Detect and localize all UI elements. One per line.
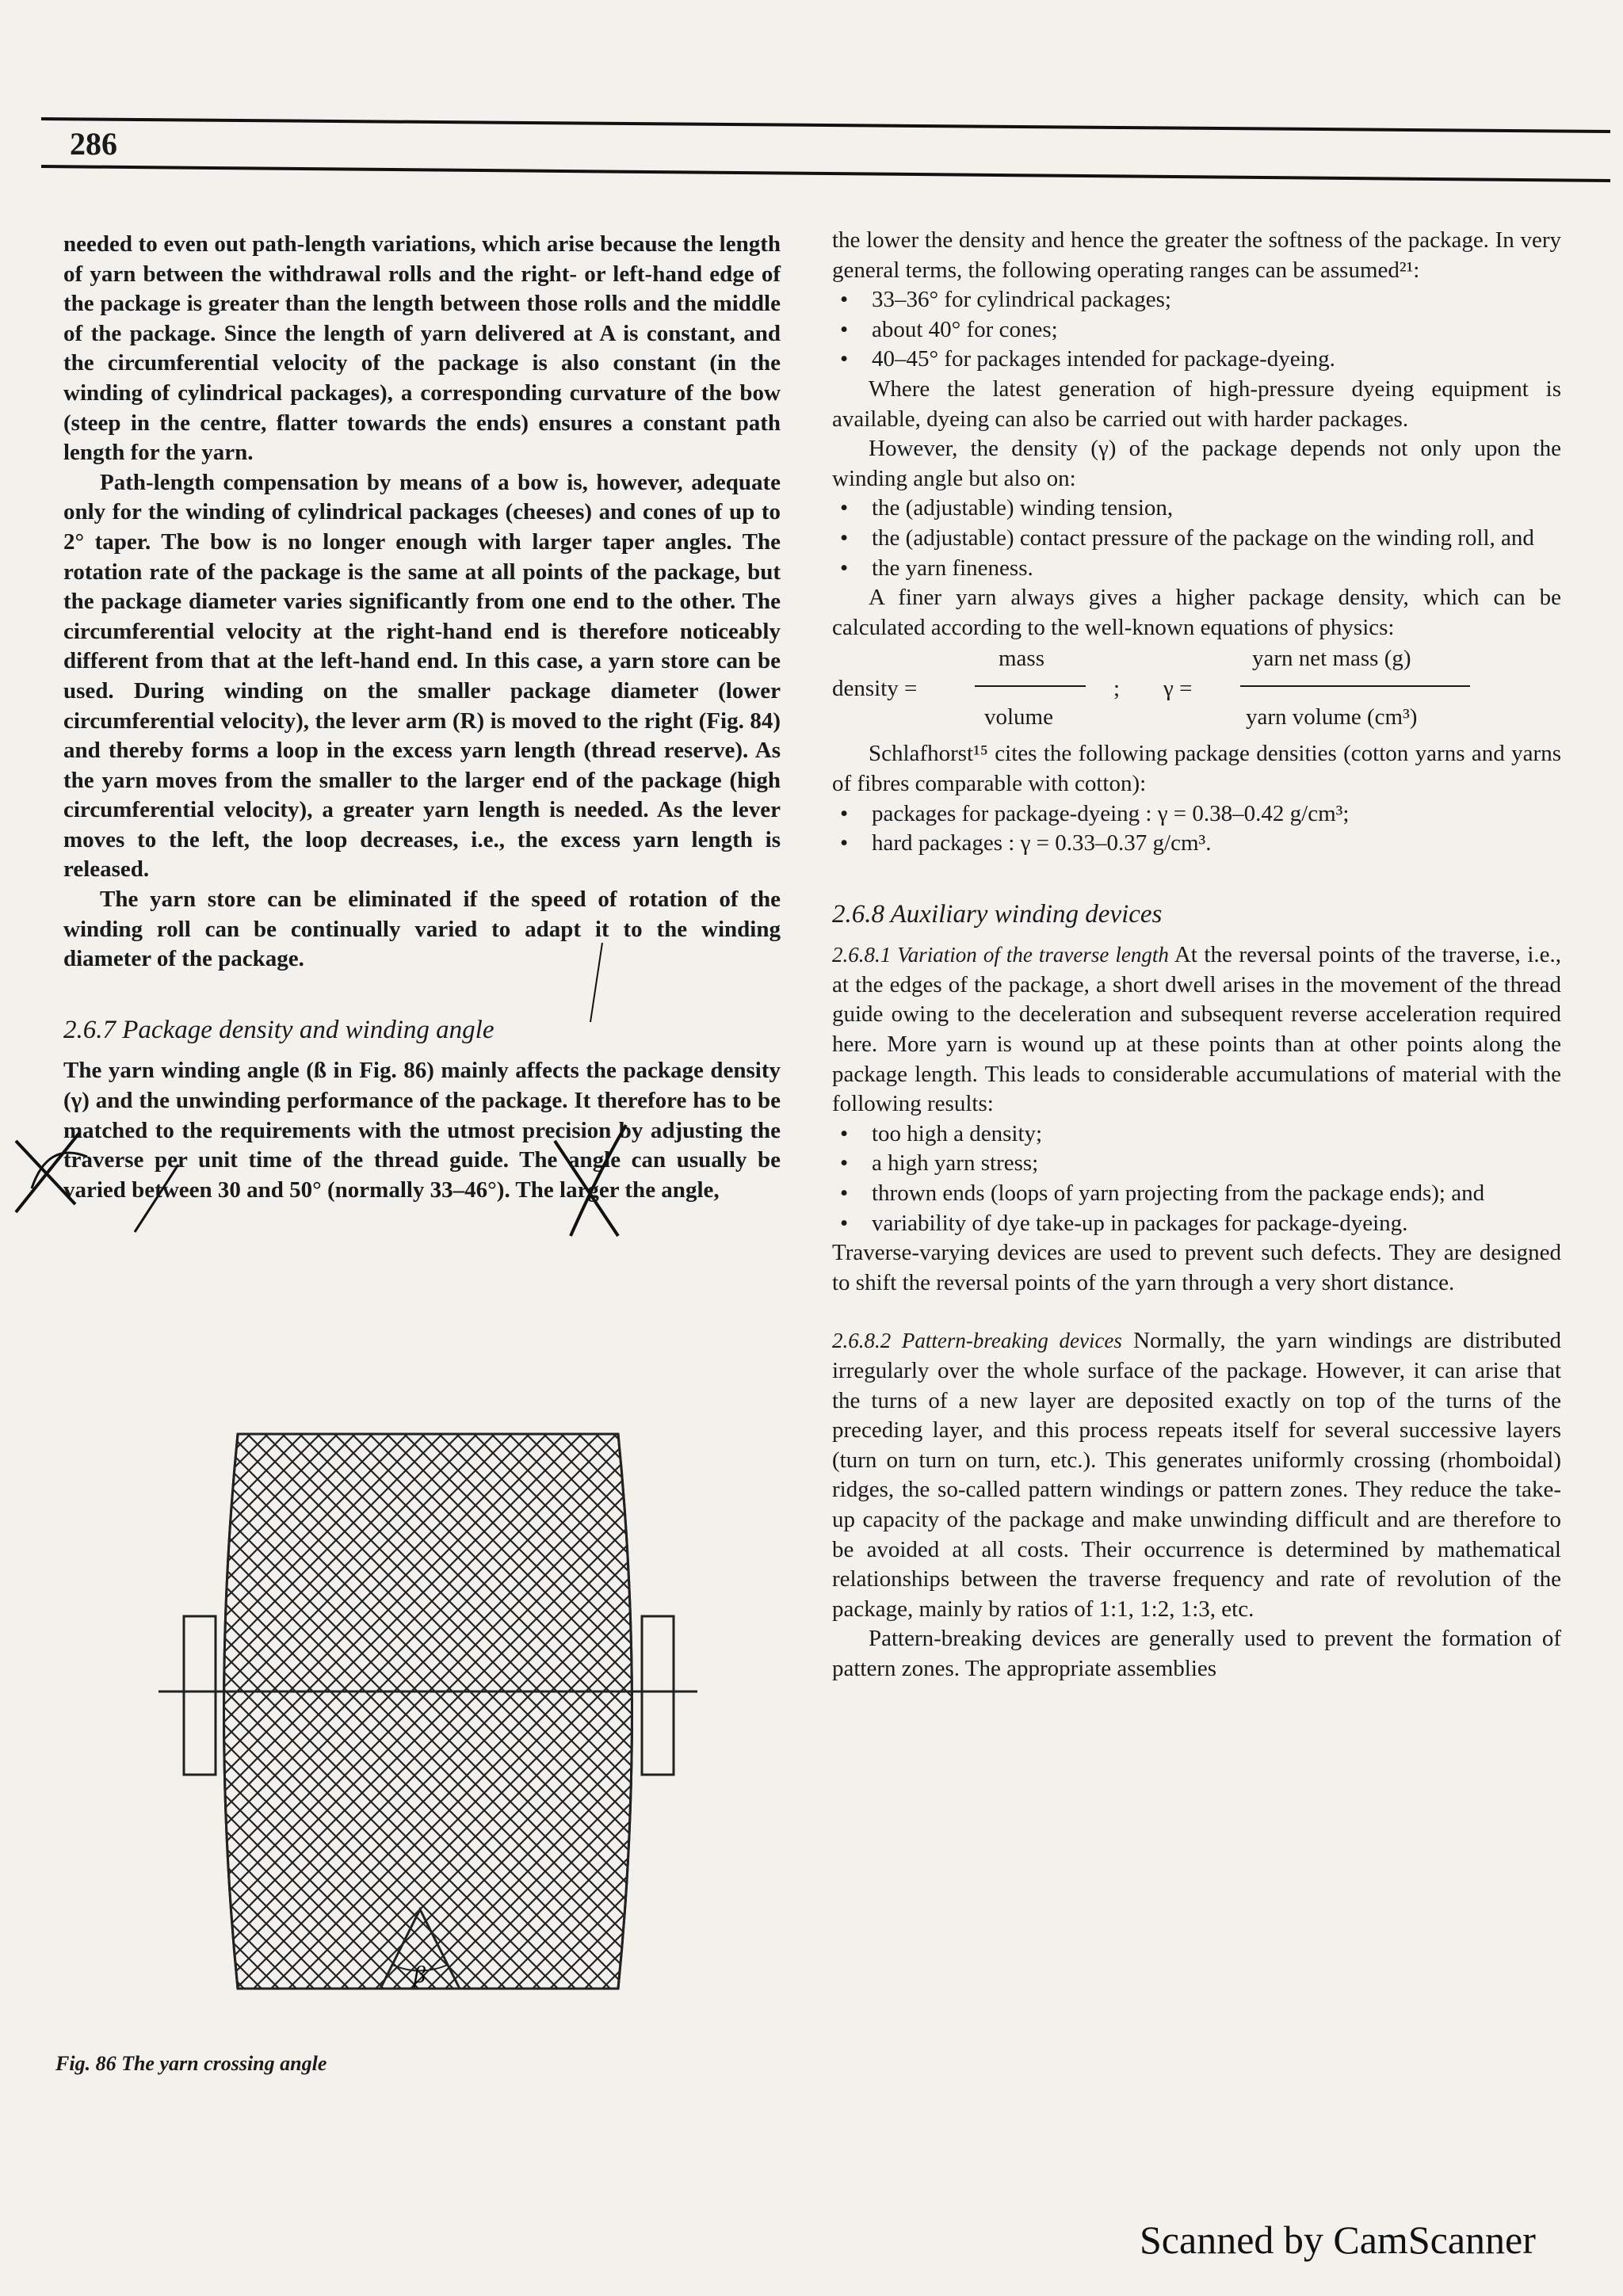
fraction-line <box>975 685 1086 687</box>
result-item: • thrown ends (loops of yarn projecting from the package ends); and <box>832 1179 1561 1209</box>
subsection-text: Normally, the yarn windings are distributed irregularly over the whole surface of the package. However, it can arise that the turns of a new layer are deposited exactly on top of the turns of the preceding layer, and this process repeats itself for several successive layers (turn on turn on turn, etc.). This generates uniformly crossing (rhomboidal) ridges, the so-called pattern windings or pattern zones. They reduce the take-up capacity of the package and make unwinding difficult and are therefore to be avoided at all costs. Their occurrence is determined by mathematical relationships between the traverse frequency and rate of revolution of the package, mainly by ratios of 1:1, 1:2, 1:3, etc. <box>832 1328 1561 1622</box>
factor-item: • the (adjustable) contact pressure of the package on the winding roll, and <box>832 524 1561 554</box>
result-item: • a high yarn stress; <box>832 1149 1561 1179</box>
yarn-package-figure <box>127 1418 729 2036</box>
right-paragraph-3: However, the density (γ) of the package depends not only upon the winding angle but also on: <box>832 436 1561 491</box>
section-heading-2-6-8: 2.6.8 Auxiliary winding devices <box>832 899 1163 929</box>
gamma-label: γ = <box>1163 676 1193 702</box>
range-item: • about 40° for cones; <box>832 315 1561 345</box>
right-paragraph-5: Schlafhorst¹⁵ cites the following package densities (cotton yarns and yarns of fibres comparable with cotton): <box>832 741 1561 796</box>
density-label: density = <box>832 676 918 702</box>
density-factors <box>832 494 1561 583</box>
factor-item: • the (adjustable) winding tension, <box>832 494 1561 524</box>
right-paragraph-1: the lower the density and hence the greater the softness of the package. In very general terms, the following operating ranges can be assumed²¹: <box>832 227 1561 283</box>
left-paragraph-3: The yarn store can be eliminated if the speed of rotation of the winding roll can be continually varied to adapt it to the winding diameter of the package. <box>63 887 781 972</box>
range-item: • 33–36° for cylindrical packages; <box>832 285 1561 315</box>
subsection-2-6-8-2 <box>832 1326 1561 1624</box>
figure-caption: Fig. 86 The yarn crossing angle <box>55 2052 327 2075</box>
density-formula <box>832 644 1561 738</box>
subsection-2-6-8-1 <box>832 940 1561 1119</box>
formula-separator: ; <box>1113 676 1121 702</box>
result-item: • variability of dye take-up in packages for package-dyeing. <box>832 1209 1561 1239</box>
mass-numerator: mass <box>999 646 1044 672</box>
right-paragraph-6: Traverse-varying devices are used to prevent such defects. They are designed to shift the reversal points of the yarn through a very short distance. <box>832 1240 1561 1295</box>
header-rule <box>41 117 1610 189</box>
winding-angle-ranges <box>832 285 1561 375</box>
section-heading-2-6-7: 2.6.7 Package density and winding angle <box>63 1015 495 1044</box>
yarn-volume-denominator: yarn volume (cm³) <box>1246 704 1418 730</box>
fraction-line <box>1240 685 1470 687</box>
right-paragraph-4: A finer yarn always gives a higher package density, which can be calculated according to the well-known equations of physics: <box>832 585 1561 640</box>
accumulation-results <box>832 1119 1561 1238</box>
subsection-title: 2.6.8.2 Pattern-breaking devices <box>832 1329 1122 1353</box>
volume-denominator: volume <box>984 704 1053 730</box>
package-densities <box>832 799 1561 859</box>
page-number: 286 <box>70 126 117 162</box>
density-item: • hard packages : γ = 0.33–0.37 g/cm³. <box>832 829 1561 859</box>
left-paragraph-4: The yarn winding angle (ß in Fig. 86) mainly affects the package density (γ) and the unwinding performance of the package. It therefore has to be matched to the requirements with the utmost precision by adjusting the traverse per unit time of the thread guide. The angle can usually be varied between 30 and 50° (normally 33–46°). The larger the angle, <box>63 1058 781 1203</box>
scanner-watermark: Scanned by CamScanner <box>1140 2218 1536 2262</box>
net-mass-numerator: yarn net mass (g) <box>1252 646 1411 672</box>
subsection-text: At the reversal points of the traverse, i.e., at the edges of the package, a short dwell arises in the movement of the thread guide owing to the deceleration and subsequent reverse acceleration required here. More yarn is wound up at these points than at other points along the package length. This leads to considerable accumulations of material with the following results: <box>832 942 1561 1117</box>
density-item: • packages for package-dyeing : γ = 0.38–0.42 g/cm³; <box>832 799 1561 830</box>
left-column <box>63 230 781 1205</box>
result-item: • too high a density; <box>832 1119 1561 1150</box>
right-paragraph-2: Where the latest generation of high-pressure dyeing equipment is available, dyeing can also be carried out with harder packages. <box>832 376 1561 432</box>
right-paragraph-7: Pattern-breaking devices are generally used to prevent the formation of pattern zones. The appropriate assemblies <box>832 1626 1561 1681</box>
left-paragraph-1: needed to even out path-length variations, which arise because the length of yarn between the withdrawal rolls and the right- or left-hand edge of the package is greater than the length between those rolls and the middle of the package. Since the length of yarn delivered at A is constant, and the circumferential velocity of the package is also constant (in the winding of cylindrical packages), a corresponding curvature of the bow (steep in the centre, flatter towards the ends) ensures a constant path length for the yarn. <box>63 231 781 466</box>
subsection-title: 2.6.8.1 Variation of the traverse length <box>832 943 1169 967</box>
beta-label: β <box>414 1962 426 1988</box>
right-column <box>832 226 1561 1684</box>
factor-item: • the yarn fineness. <box>832 554 1561 584</box>
left-paragraph-2: Path-length compensation by means of a bow is, however, adequate only for the winding of cylindrical packages (cheeses) and cones of up to 2° taper. The bow is no longer enough with larger taper angles. The rotation rate of the package is the same at all points of the package, but the package diameter varies significantly from one end to the other. The circumferential velocity at the right-hand end is therefore noticeably different from that at the left-hand end. In this case, a yarn store can be used. During winding on the smaller package diameter (lower circumferential velocity), the lever arm (R) is moved to the right (Fig. 84) and thereby forms a loop in the excess yarn length (thread reserve). As the yarn moves from the smaller to the larger end of the package (high circumferential velocity), a greater yarn length is needed. As the lever moves to the left, the loop decreases, i.e., the excess yarn length is released. <box>63 469 781 883</box>
range-item: • 40–45° for packages intended for package-dyeing. <box>832 345 1561 375</box>
